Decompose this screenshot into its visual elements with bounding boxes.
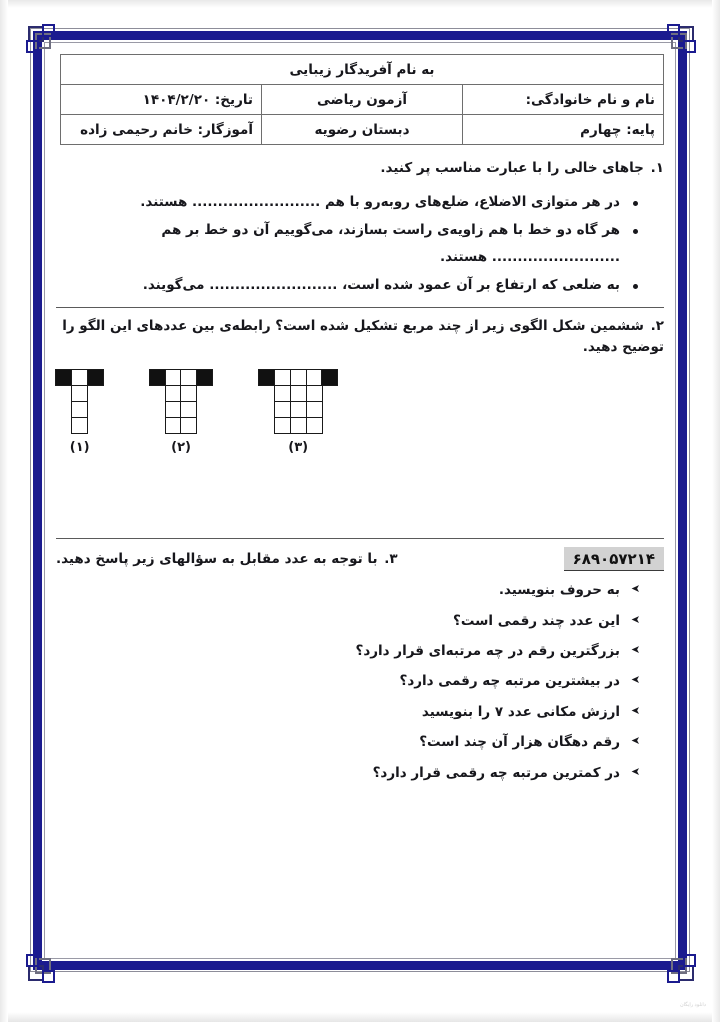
grid-cell-empty [290,401,307,418]
exam-date: تاریخ: ۱۴۰۴/۲/۲۰ [61,85,262,115]
grid-cell-spacer [55,417,72,434]
question-3-text: با توجه به عدد مقابل به سؤالهای زیر پاسخ دهید. [56,550,378,567]
section-divider-2 [56,538,664,539]
grid-cell-spacer [258,385,275,402]
grid-cell-filled [196,369,213,386]
grid-cell-empty [274,385,291,402]
exam-header-table [60,54,664,145]
grid-cell-spacer [149,385,166,402]
grid-cell-spacer [55,401,72,418]
question-3-number: ۳. [384,550,398,567]
grid-cell-spacer [149,401,166,418]
grid-cell-spacer [87,385,104,402]
school-name: دبستان رضویه [262,115,463,145]
grid-cell-empty [290,385,307,402]
figure-grid [149,370,212,433]
figure-top-row [56,370,103,386]
grid-cell-empty [306,369,323,386]
grid-cell-spacer [321,417,338,434]
section-divider-1 [56,307,664,308]
grid-cell-empty [180,401,197,418]
table-row-bismillah [61,55,664,85]
teacher-name: آموزگار: خانم رحیمی زاده [61,115,262,145]
figure-grid [259,370,338,433]
grid-cell-empty [306,401,323,418]
grid-cell-spacer [196,385,213,402]
question-3-items [56,575,640,788]
grid-cell-spacer [196,401,213,418]
exam-subject: آزمون ریاضی [262,85,463,115]
figure-stem-row [56,417,103,433]
figure-stem-row [259,417,338,433]
grid-cell-empty [306,417,323,434]
frame-bar-left [33,31,42,970]
frame-bar-right [678,31,687,970]
question-1-items [56,189,638,298]
pattern-figure-3 [259,370,338,455]
grid-cell-spacer [87,417,104,434]
grid-cell-empty [290,369,307,386]
figure-stem-row [149,402,212,418]
grid-cell-spacer [321,401,338,418]
question-2-number: ۲. [650,318,664,335]
pattern-figure-2 [149,370,212,455]
grid-cell-empty [306,385,323,402]
grid-cell-filled [87,369,104,386]
page-edge-top [0,0,720,8]
list-item: ➤ در کمترین مرتبه چه رقمی قرار دارد؟ [56,758,640,788]
question-1-number: ۱. [650,160,664,176]
question-2-text: ششمین شکل الگوی زیر از چند مربع تشکیل شده است؟ رابطه‌ی بین عددهای این الگو را توضیح دهید. [62,318,664,356]
question-1-text: جاهای خالی را با عبارت مناسب پر کنید. [380,160,644,176]
grid-cell-empty [71,401,88,418]
figure-stem-row [259,386,338,402]
question-2-answer-space[interactable] [56,455,664,529]
question-2-prompt [56,316,664,358]
list-item: هر گاه دو خط با هم زاویه‌ی راست بسازند، می‌گوییم آن دو خط بر هم ......................... هستند. [56,217,638,270]
highlighted-number: ۶۸۹۰۵۷۲۱۴ [564,547,664,571]
grid-cell-empty [180,417,197,434]
grid-cell-empty [165,401,182,418]
table-row-info-2 [61,115,664,145]
question-3-header-row [56,547,664,571]
question-2-block [56,316,664,529]
grid-cell-empty [165,385,182,402]
figure-grid [56,370,103,433]
question-3-prompt [56,549,398,570]
grid-cell-spacer [196,417,213,434]
grid-cell-spacer [258,401,275,418]
corner-ornament-bottom-left [26,949,60,983]
question-1-block [56,158,664,298]
figure-top-row [149,370,212,386]
figure-label: (۳) [288,440,309,456]
figure-stem-row [56,386,103,402]
grid-cell-empty [71,385,88,402]
pattern-figure-1 [56,370,103,455]
question-3-block [56,547,664,788]
corner-ornament-top-right [662,24,696,58]
figure-stem-row [149,417,212,433]
grid-cell-empty [180,369,197,386]
grade-level: پایه: چهارم [463,115,664,145]
figure-top-row [259,370,338,386]
grid-cell-empty [71,369,88,386]
watermark-text: دانلود رایگان [679,1002,706,1008]
grid-cell-filled [149,369,166,386]
page-edge-right [712,0,720,1022]
figure-stem-row [56,402,103,418]
figure-label: (۲) [171,440,191,456]
bismillah-text: به نام آفریدگار زیبایی [61,55,664,85]
list-item: ➤ ارزش مکانی عدد ۷ را بنویسید [56,697,640,727]
list-item: به ضلعی که ارتفاع بر آن عمود شده است، ......................... می‌گویند. [56,272,638,298]
figure-label: (۱) [69,440,90,456]
corner-ornament-top-left [26,24,60,58]
figure-stem-row [259,402,338,418]
frame-bar-bottom [33,961,687,970]
grid-cell-empty [165,417,182,434]
list-item: ➤ در بیشترین مرتبه چه رقمی دارد؟ [56,666,640,696]
grid-cell-spacer [321,385,338,402]
grid-cell-spacer [149,417,166,434]
list-item: ➤ به حروف بنویسید. [56,575,640,605]
list-item: ➤ بزرگترین رقم در چه مرتبه‌ای قرار دارد؟ [56,636,640,666]
grid-cell-empty [71,417,88,434]
grid-cell-empty [274,401,291,418]
corner-ornament-bottom-right [662,949,696,983]
table-row-info-1 [61,85,664,115]
grid-cell-spacer [55,385,72,402]
student-name-field[interactable]: نام و نام خانوادگی: [463,85,664,115]
list-item: ➤ این عدد چند رقمی است؟ [56,606,640,636]
list-item: ➤ رقم دهگان هزار آن چند است؟ [56,727,640,757]
list-item: در هر متوازی الاضلاع، ضلع‌های روبه‌رو با هم ......................... هستند. [56,189,638,215]
figure-stem-row [149,386,212,402]
pattern-figures [56,370,664,455]
frame-bar-top [33,31,687,40]
grid-cell-spacer [87,401,104,418]
grid-cell-filled [55,369,72,386]
grid-cell-spacer [258,417,275,434]
grid-cell-filled [258,369,275,386]
question-1-prompt [56,158,664,179]
grid-cell-empty [180,385,197,402]
grid-cell-empty [274,417,291,434]
worksheet-content [56,48,664,953]
grid-cell-filled [321,369,338,386]
grid-cell-empty [274,369,291,386]
grid-cell-empty [165,369,182,386]
grid-cell-empty [290,417,307,434]
page-edge-bottom [0,1012,720,1022]
page-edge-left [0,0,8,1022]
